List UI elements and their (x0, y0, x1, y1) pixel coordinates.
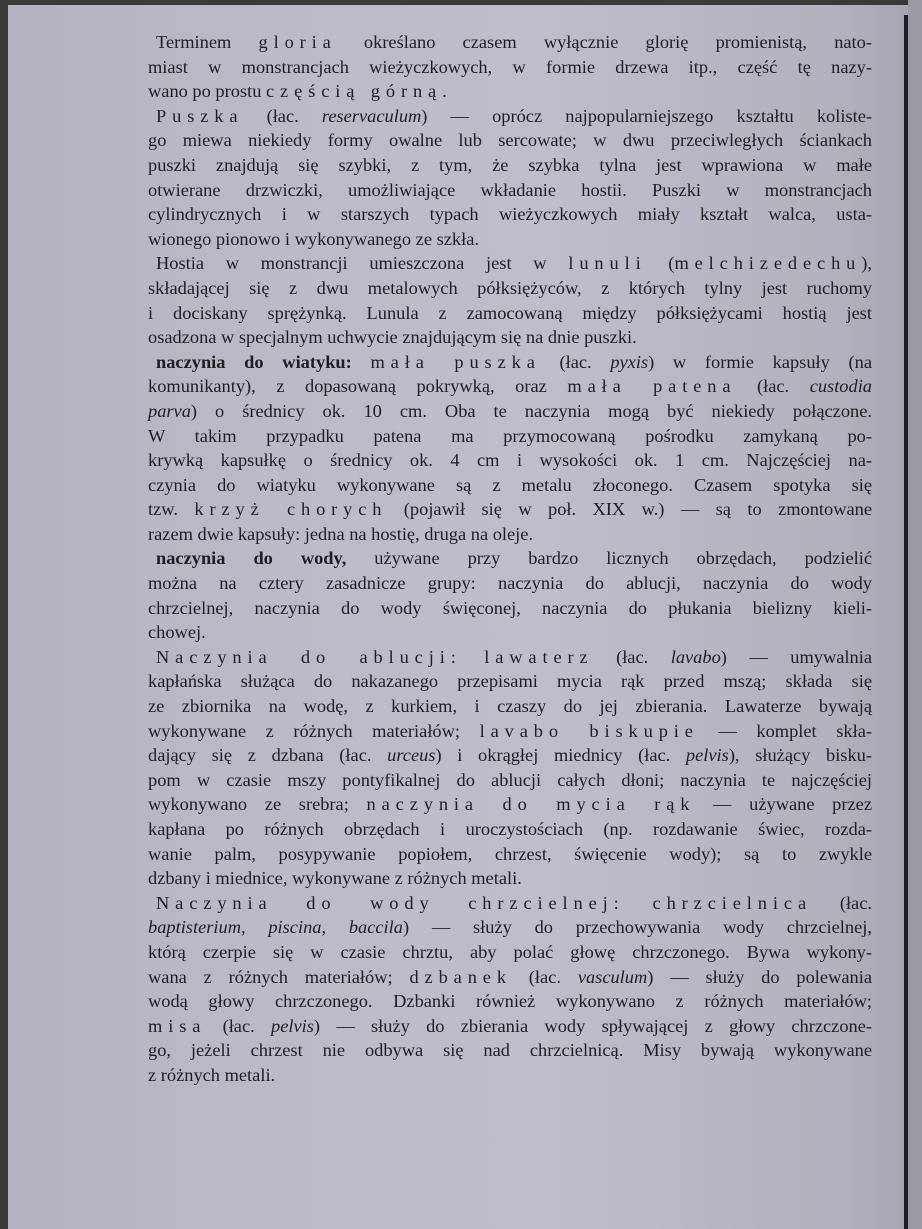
latin-term: vasculum (577, 966, 648, 987)
text-run: . (442, 81, 447, 102)
text-run: którą czerpie się w czasie chrztu, aby polać głowę chrzczonego. Bywa wykony- (148, 941, 872, 962)
text-run: (łac. (511, 966, 578, 987)
text-line (148, 620, 872, 645)
text-line (148, 473, 872, 498)
spaced-term: Naczynia do wody chrzcielnej: (156, 892, 625, 913)
spaced-term: krzyż chorych (194, 499, 388, 520)
text-run: z różnych metali. (148, 1064, 276, 1085)
text-line (148, 546, 872, 571)
text-line (148, 743, 872, 768)
text-run: tzw. (148, 499, 195, 520)
text-line (148, 374, 872, 399)
text-line (148, 842, 872, 867)
spaced-term: lawaterz (484, 646, 594, 667)
text-run: wykonywane z różnych materiałów; (148, 720, 480, 741)
text-run: W takim przypadku patena ma przymocowaną pośrodku zamykaną po- (148, 425, 872, 446)
text-run: określano czasem wyłącznie glorię promienistą, nato- (336, 32, 872, 52)
text-line (148, 251, 872, 276)
text-line (148, 915, 872, 940)
text-run: (łac. (243, 105, 322, 126)
text-run: (łac. (206, 1015, 272, 1036)
text-run: go miewa niekiedy formy owalne lub sercowate; w dwu przeciwległych ściankach (148, 130, 872, 151)
spaced-term: mała puszka (370, 351, 541, 372)
latin-term: custodia (809, 376, 873, 397)
latin-term: lavabo (670, 646, 721, 667)
text-line (148, 153, 872, 178)
latin-term: baccila (348, 917, 403, 938)
text-line (148, 104, 872, 129)
text-run: , (240, 917, 269, 938)
text-run: ( (646, 253, 675, 274)
text-run: ) — służy do polewania (647, 966, 872, 987)
text-run: chowej. (148, 622, 206, 643)
text-line (148, 424, 872, 449)
text-run: dający się z dzbana (łac. (148, 745, 388, 766)
text-line (148, 399, 872, 424)
text-run: ) — umywalnia (720, 646, 872, 667)
text-line (148, 719, 872, 744)
bold-heading: naczynia do wiatyku: (156, 351, 352, 372)
text-line (148, 940, 872, 965)
text-run: używane przy bardzo licznych obrzędach, podzielić (346, 548, 872, 569)
latin-term: piscina (268, 917, 322, 938)
text-line (148, 448, 872, 473)
text-run: — używane przez (695, 794, 872, 815)
text-run: (łac. (812, 892, 872, 913)
text-run: ) — oprócz najpopularniejszego kształtu koliste- (421, 105, 872, 126)
latin-term: reservaculum (321, 105, 422, 126)
spaced-term: misa (148, 1015, 207, 1036)
spaced-term: lavabo biskupie (479, 720, 699, 741)
spaced-term: lunuli (568, 253, 647, 274)
text-line (148, 79, 872, 104)
text-run (625, 893, 653, 913)
text-line (148, 891, 872, 916)
text-run: wykonywano ze srebra; (148, 794, 367, 815)
text-line (148, 276, 872, 301)
text-run: , (321, 917, 349, 938)
text-line (148, 817, 872, 842)
text-run: ) — służy do zbierania wody spływającej z głowy chrzczone- (313, 1015, 872, 1036)
latin-term: parva (148, 400, 191, 421)
text-run: można na cztery zasadnicze grupy: naczynia do ablucji, naczynia do wody (148, 573, 872, 594)
text-run: miast w monstrancjach wieżyczkowych, w formie drzewa itp., część tę nazy- (148, 56, 872, 77)
bold-heading: naczynia do wody, (156, 548, 347, 569)
spaced-term: Naczynia do ablucji: (156, 646, 462, 667)
text-line (148, 965, 872, 990)
text-run: komunikanty), z dopasowaną pokrywką, oraz (148, 376, 568, 397)
spaced-term: częścią górną (266, 81, 443, 102)
text-run: chrzcielnej, naczynia do wody święconej, naczynia do płukania bielizny kieli- (148, 597, 872, 618)
latin-term: baptisterium (148, 917, 241, 938)
text-line (148, 669, 872, 694)
text-run: kapłana po różnych obrzędach i uroczystościach (np. rozdawanie świec, rozda- (148, 819, 872, 839)
text-line (148, 128, 872, 153)
text-line (148, 645, 872, 670)
text-line (148, 178, 872, 203)
text-run: kapłańska służąca do nakazanego przepisami mycia rąk przed mszą; składa się (148, 671, 872, 692)
text-run: (łac. (736, 376, 810, 397)
text-run: (łac. (593, 646, 671, 667)
text-line (148, 1038, 872, 1063)
text-run (352, 352, 371, 372)
text-line (148, 325, 872, 350)
text-line (148, 202, 872, 227)
text-run: wano po prostu (148, 81, 266, 102)
text-line (148, 497, 872, 522)
text-run: — komplet skła- (698, 720, 872, 741)
text-run: osadzona w specjalnym uchwycie znajdującym się na dnie puszki. (148, 327, 637, 348)
text-line (148, 596, 872, 621)
paragraph-hostia-lunula (148, 251, 872, 349)
text-run: puszki znajdują się szybki, z tym, że szybka tylna jest wprawiona w małe (148, 154, 872, 175)
text-run: (pojawił się w poł. XIX w.) — są to zmontowane (387, 499, 873, 520)
text-line (148, 1063, 872, 1088)
text-run: Hostia w monstrancji umieszczona jest w (156, 253, 569, 274)
text-line (148, 301, 872, 326)
text-run: pom w czasie mszy pontyfikalnej do ablucji całych dłoni; naczynia te najczęściej (148, 769, 872, 790)
paragraph-naczynia-do-wody-chrzcielnej (148, 891, 872, 1088)
text-line (148, 989, 872, 1014)
text-run: i dociskany sprężynką. Lunula z zamocowaną między półksiężycami hostią jest (148, 302, 872, 323)
text-run: ) o średnicy ok. 10 cm. Oba te naczynia mogą być niekiedy połączone. (190, 400, 872, 421)
text-line (148, 350, 872, 375)
adjacent-page-edge (908, 0, 922, 1229)
text-run (462, 647, 484, 667)
text-run: ), (861, 253, 872, 274)
text-run: go, jeżeli chrzest nie odbywa się nad chrzcielnicą. Misy bywają wykonywane (148, 1040, 872, 1061)
spaced-term: naczynia do mycia rąk (366, 794, 696, 815)
spaced-term: dzbanek (409, 966, 512, 987)
spaced-term: Puszka (156, 105, 244, 126)
latin-term: pyxis (610, 351, 649, 372)
paragraph-naczynia-do-wody (148, 546, 872, 644)
text-run: ), służący bisku- (728, 745, 872, 766)
paragraph-naczynia-do-wiatyku (148, 350, 872, 547)
text-run: ) i okrągłej miednicy (łac. (435, 745, 686, 766)
paragraph-gloria (148, 30, 872, 104)
text-run: dzbany i miednice, wykonywane z różnych metali. (148, 868, 522, 889)
spaced-term: melchizedechu (674, 253, 862, 274)
text-run: (łac. (540, 351, 611, 372)
text-line (148, 227, 872, 252)
text-line (148, 571, 872, 596)
text-run: wionego pionowo i wykonywanego ze szkła. (148, 228, 479, 249)
text-line (148, 768, 872, 793)
paragraph-naczynia-do-ablucji (148, 645, 872, 891)
latin-term: pelvis (271, 1015, 314, 1036)
text-run: cylindrycznych i w starszych typach wieżyczkowych miały kształt walca, usta- (148, 204, 872, 225)
text-run: czynia do wiatyku wykonywane są z metalu złoconego. Czasem spotyka się (148, 474, 872, 495)
latin-term: urceus (387, 745, 436, 766)
text-run: otwierane drzwiczki, umożliwiające wkładanie hostii. Puszki w monstrancjach (148, 179, 872, 200)
spaced-term: gloria (258, 32, 337, 52)
text-line (148, 1014, 872, 1039)
latin-term: pelvis (685, 745, 729, 766)
page-body-text (148, 30, 872, 1088)
text-line (148, 522, 872, 547)
spaced-term: mała patena (567, 376, 737, 397)
text-line (148, 866, 872, 891)
text-line (148, 55, 872, 80)
text-run: wana z różnych materiałów; (148, 966, 410, 987)
text-run: wanie palm, posypywanie popiołem, chrzest, święcenie wody); są to zwykle (148, 843, 872, 864)
text-run: Terminem (156, 32, 259, 52)
text-run: składającej się z dwu metalowych półksiężyców, z których tylny jest ruchomy (148, 277, 872, 298)
text-run: razem dwie kapsuły: jedna na hostię, druga na oleje. (148, 523, 534, 544)
text-run: krywką kapsułkę o średnicy ok. 4 cm i wysokości ok. 1 cm. Najczęściej na- (148, 450, 872, 471)
paragraph-puszka (148, 104, 872, 252)
text-line (148, 792, 872, 817)
text-run: ) — służy do przechowywania wody chrzcielnej, (402, 917, 872, 938)
text-run: ) w formie kapsuły (na (648, 351, 872, 372)
text-run: ze zbiornika na wodę, z kurkiem, i czaszy do jej zbierania. Lawaterze bywają (148, 696, 872, 717)
text-line (148, 694, 872, 719)
text-line (148, 30, 872, 55)
text-run: wodą głowy chrzczonego. Dzbanki również wykonywano z różnych materiałów; (148, 991, 872, 1012)
spaced-term: chrzcielnica (652, 892, 812, 913)
